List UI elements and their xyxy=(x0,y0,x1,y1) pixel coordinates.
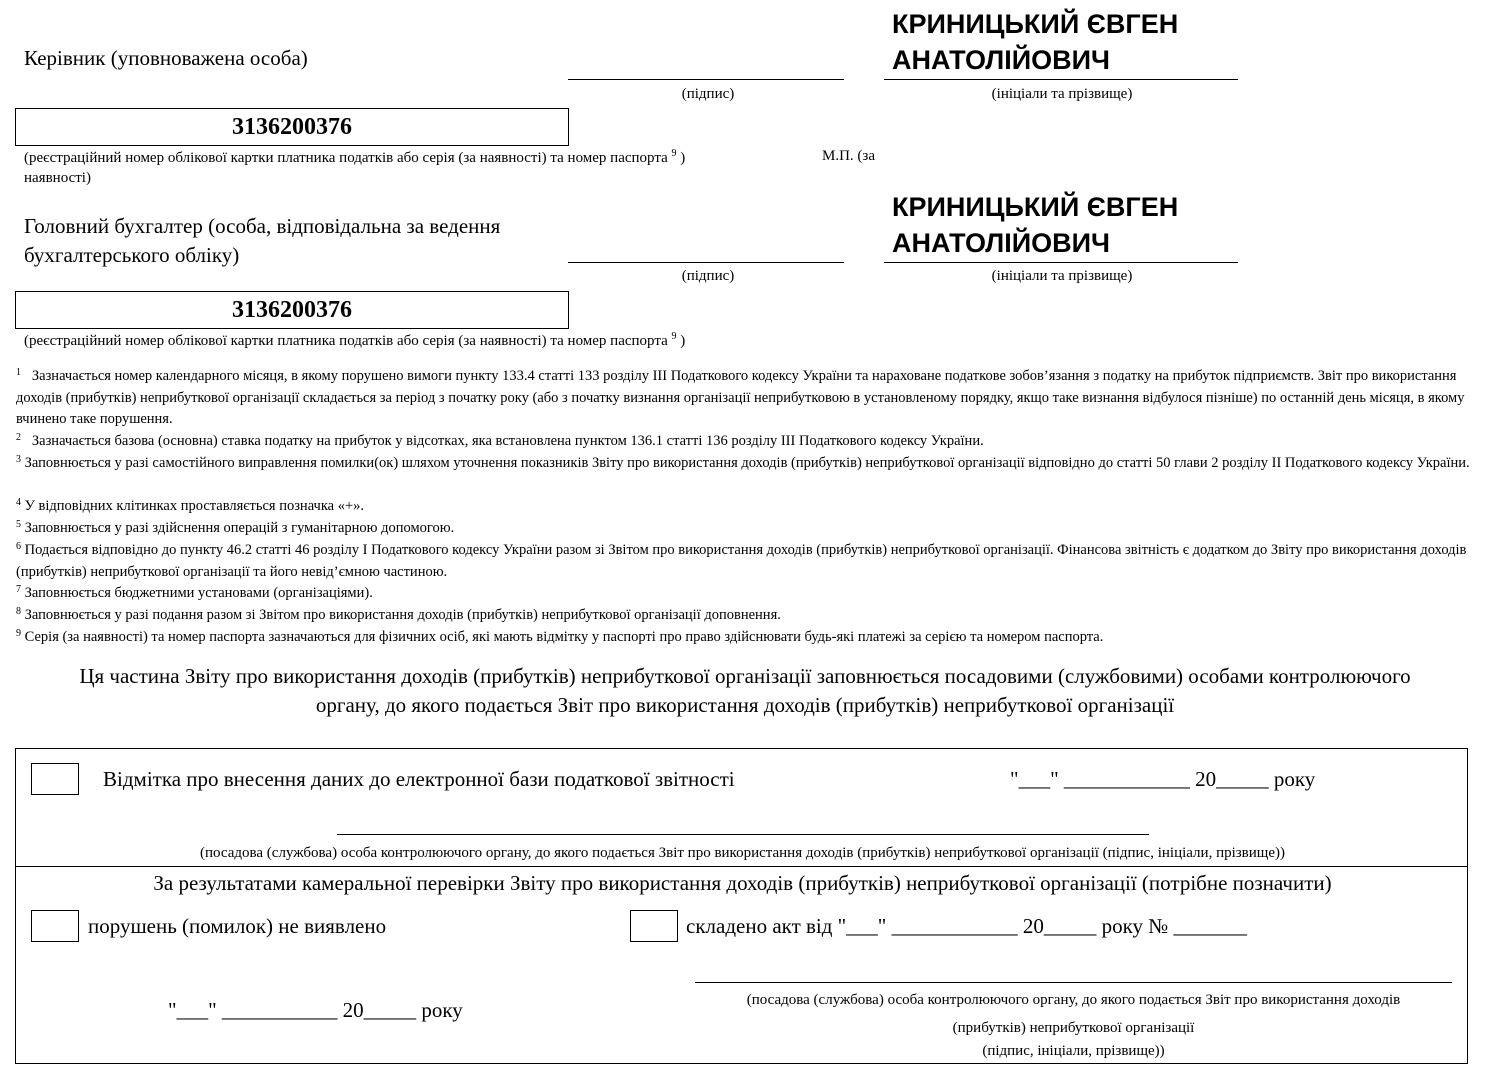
footnote: $^7$ Заповнюється бюджетними установами (організаціями). xyxy=(16,584,373,601)
no-violations-checkbox[interactable] xyxy=(31,910,79,942)
official-caption-2c: (підпис, ініціали, прізвище)) xyxy=(982,1043,1165,1059)
accountant-name-line1: КРИНИЦЬКИЙ ЄВГЕН xyxy=(892,192,1179,222)
control-intro-line1: Ця частина Звіту про використання доходів (прибутків) неприбуткової організації заповнюється посадовими (службовими) особами контролюючого xyxy=(79,664,1411,688)
head-name-line xyxy=(884,79,1238,80)
audit-date[interactable]: "___" ___________ 20_____ року xyxy=(168,998,463,1022)
desk-audit-title: За результатами камеральної перевірки Звіту про використання доходів (прибутків) неприбуткової організації (потрібне позначити) xyxy=(153,871,1332,895)
official-caption-2a: (посадова (службова) особа контролюючого органу, до якого подається Звіт про використання доходів xyxy=(746,992,1401,1008)
head-tax-id-field[interactable]: 3136200376 xyxy=(15,108,569,146)
control-intro-line2: органу, до якого подається Звіт про використання доходів (прибутків) неприбуткової організації xyxy=(315,693,1175,717)
accountant-signature-caption: (підпис) xyxy=(681,268,735,284)
head-signature-line[interactable] xyxy=(568,79,844,80)
official-caption-2b: (прибутків) неприбуткової організації xyxy=(952,1020,1195,1036)
accountant-name-caption: (ініціали та прізвище) xyxy=(991,268,1133,284)
footnote: $^6$ Подається відповідно до пункту 46.2 статті 46 розділу І Податкового кодексу України разом зі Звітом про використання доходів (прибутків) неприбуткової організації. Фінансова звітність є додатком до Звіту про використання доходів (прибутків) неприбуткової організації та його невід’ємною частиною. xyxy=(16,541,1467,580)
accountant-role-line1: Головний бухгалтер (особа, відповідальна за ведення xyxy=(24,214,501,238)
accountant-tax-id-caption: (реєстраційний номер облікової картки платника податків або серія (за наявності) та номер паспорта $^9$ ) xyxy=(24,331,686,349)
head-role-label: Керівник (уповноважена особа) xyxy=(24,46,308,70)
head-signature-caption: (підпис) xyxy=(681,86,735,102)
stamp-label: М.П. (за xyxy=(822,148,875,164)
accountant-name-line2: АНАТОЛІЙОВИЧ xyxy=(892,228,1111,258)
footnote: $^3$ Заповнюється у разі самостійного виправлення помилки(ок) шляхом уточнення показників Звіту про використання доходів (прибутків) неприбуткової організації відповідно до статті 50 глави 2 розділу ІІ Податкового кодексу України. xyxy=(16,454,1470,471)
accountant-signature-line[interactable] xyxy=(568,262,844,263)
footnote: $^1$ Зазначається номер календарного місяця, в якому порушено вимоги пункту 133.4 статті 133 розділу ІІІ Податкового кодексу України та нараховане податкове зобов’язання з податку на прибуток підприємств. Звіт про використання доходів (прибутків) неприбуткової організації складається за період з початку року (або з початку визнання організації неприбутковою в установленому порядку, якщо таке визнання відбулося пізніше) по останній день місяця, в якому вчинено таке порушення. xyxy=(16,367,1465,427)
official-caption: (посадова (службова) особа контролюючого органу, до якого подається Звіт про використання доходів (прибутків) неприбуткової організації (підпис, ініціали, прізвище)) xyxy=(199,845,1285,861)
stamp-label-cont: наявності) xyxy=(24,170,91,186)
no-violations-label: порушень (помилок) не виявлено xyxy=(88,914,387,938)
footnote: $^8$ Заповнюється у разі подання разом зі Звітом про використання доходів (прибутків) неприбуткової організації доповнення. xyxy=(16,606,781,623)
electronic-mark-date[interactable]: "___" ____________ 20_____ року xyxy=(1010,767,1316,791)
head-tax-id-caption: (реєстраційний номер облікової картки платника податків або серія (за наявності) та номер паспорта $^9$ ) xyxy=(24,148,686,166)
electronic-mark-label: Відмітка про внесення даних до електронної бази податкової звітності xyxy=(103,767,735,791)
head-name-caption: (ініціали та прізвище) xyxy=(991,86,1133,102)
official-signature-line-2[interactable] xyxy=(695,982,1452,983)
footnote: $^2$ Зазначається базова (основна) ставка податку на прибуток у відсотках, яка встановлена пунктом 136.1 статті 136 розділу ІІІ Податкового кодексу України. xyxy=(16,432,984,449)
act-drawn-checkbox[interactable] xyxy=(630,910,678,942)
electronic-mark-checkbox[interactable] xyxy=(31,763,79,795)
act-drawn-label[interactable]: складено акт від "___" ____________ 20_____ року № _______ xyxy=(686,914,1248,938)
footnote: $^5$ Заповнюється у разі здійснення операцій з гуманітарною допомогою. xyxy=(16,519,455,536)
accountant-role-line2: бухгалтерського обліку) xyxy=(24,243,240,267)
head-name-line1: КРИНИЦЬКИЙ ЄВГЕН xyxy=(892,9,1179,39)
accountant-name-line xyxy=(884,262,1238,263)
head-name-line2: АНАТОЛІЙОВИЧ xyxy=(892,45,1111,75)
footnote: $^4$ У відповідних клітинках проставляється позначка «+». xyxy=(16,497,365,514)
footnote: $^9$ Серія (за наявності) та номер паспорта зазначаються для фізичних осіб, які мають відмітку у паспорті про право здійснювати будь-які платежі за серією та номером паспорта. xyxy=(16,628,1104,645)
accountant-tax-id-field[interactable]: 3136200376 xyxy=(15,291,569,329)
official-signature-line[interactable] xyxy=(337,834,1149,835)
